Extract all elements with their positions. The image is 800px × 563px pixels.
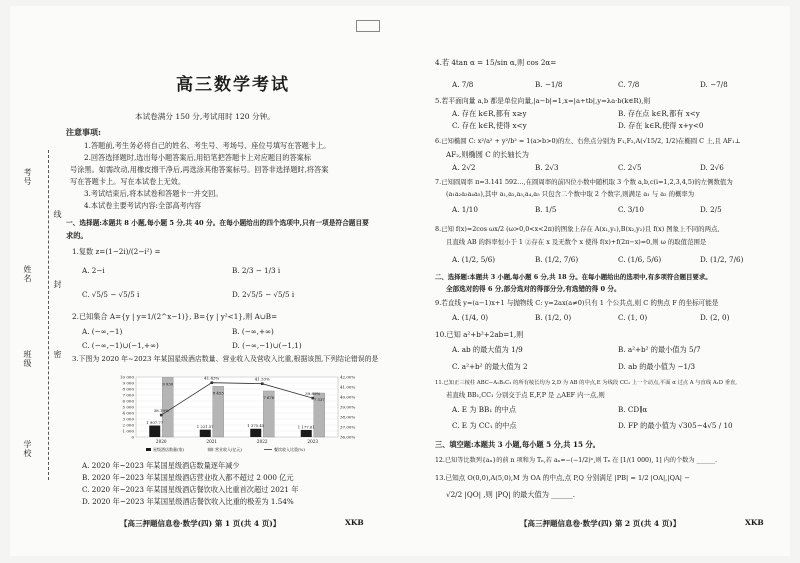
q5-option-c: C. 存在 k∈R,使得 x<y xyxy=(452,121,527,130)
question-2: 2.已知集合 A={y | y=1/(2^x−1)}, B={y | y²<1},则 A∪B= xyxy=(72,312,278,321)
line-data-label: 41.43% xyxy=(204,375,220,381)
bar-label-revenue: 9 930 xyxy=(162,381,174,387)
y-left-tick-label: 4 000 xyxy=(122,410,134,416)
legend-swatch-hotel-count xyxy=(146,448,151,451)
binding-label-exam-number: 考号 xyxy=(23,168,32,186)
q10-option-d: D. ab 的最小值为 −1/3 xyxy=(618,362,696,371)
q4-option-a: A. 7/8 xyxy=(452,80,474,89)
bar-label-hotel-count: 1 177.61 xyxy=(297,424,315,430)
q11-option-a: A. E 为 BB₁ 的中点 xyxy=(452,405,517,414)
y-left-tick-label: 9 000 xyxy=(122,380,134,386)
q8-option-a: A. (1/2, 5/6) xyxy=(452,255,496,264)
notice-line-6: 4.本试卷主要考试内容:全部高考内容 xyxy=(84,201,202,210)
q10-option-b: B. a²+b² 的最小值为 5/7 xyxy=(618,345,701,354)
q5-option-a: A. 存在 k∈R,都有 x≥y xyxy=(452,109,527,118)
q8-option-d: D. (1/2, 7/6) xyxy=(700,255,744,264)
hotel-chart xyxy=(112,371,372,457)
section-2-heading-cont: 全部选对的得 6 分,部分选对的得部分分,有选错的得 0 分。 xyxy=(446,285,621,293)
line-data-label: 41.33% xyxy=(254,376,270,382)
binding-dashed-line xyxy=(48,150,49,480)
stamp-mark xyxy=(356,20,380,32)
x-tick-label: 2021 xyxy=(206,439,218,444)
y-right-tick-label: 38.00% xyxy=(340,414,356,420)
x-tick-label: 2022 xyxy=(256,439,268,444)
q5-option-b: B. 存在点 k∈R,都有 x<y xyxy=(618,109,700,118)
q7-option-c: C. 3/10 xyxy=(618,205,644,214)
exam-intro: 本试卷满分 150 分,考试用时 120 分钟。 xyxy=(135,112,275,121)
bar-hotel-count xyxy=(149,426,160,437)
q7-option-b: B. 1/5 xyxy=(535,205,557,214)
question-7: 7.已知圆周率 π=3.141 592…,在圆周率的前四位小数中随机取 3 个数 a,b,c(i=1,2,3,4,5)的左侧数值为 xyxy=(435,178,733,186)
question-11: 11.已知正三棱柱 ABC−A₁B₁C₁ 的所有棱长均为 2,D 为 AB 的中点,E 为线段 CC₁ 上一个动点,平面 α 过点 A 与直线 A₁D 垂直, xyxy=(435,380,737,386)
footer-right: 【高三押题信息卷·数学(四) 第 2 页(共 4 页)】 xyxy=(520,519,681,528)
question-6-cont: AF₂,则椭圆 C 的长轴长为 xyxy=(446,150,529,159)
line-data-label: 39.89% xyxy=(305,391,321,397)
q10-option-a: A. ab 的最大值为 1/9 xyxy=(452,345,523,354)
q9-option-d: D. (2, 0) xyxy=(700,313,730,322)
q7-option-d: D. 2/5 xyxy=(700,205,722,214)
y-right-tick-label: 41.00% xyxy=(340,384,356,390)
section-1-heading-cont: 求的。 xyxy=(66,231,88,240)
q3-option-c: C. 2020 年~2023 年某国星级酒店餐饮收入比重首次超过 2021 年 xyxy=(82,485,299,494)
notice-line-4: 写在答题卡上。写在本试卷上无效。 xyxy=(70,177,186,186)
section-3-heading: 三、填空题:本题共 3 小题,每小题 5 分,共 15 分。 xyxy=(435,440,600,449)
q8-option-c: C. (1/6, 5/6) xyxy=(618,255,662,264)
y-left-tick-label: 7 000 xyxy=(122,392,134,398)
q1-option-b: B. 2/3 − 1/3 i xyxy=(232,266,281,275)
binding-strip xyxy=(14,150,62,480)
y-left-tick-label: 2 000 xyxy=(122,422,134,428)
page-title: 高三数学考试 xyxy=(176,75,290,95)
q11-option-d: D. FP 的最小值为 √305−4√5 / 10 xyxy=(618,421,733,430)
question-13-cont: √2/2 |QO| ,则 |PQ| 的最大值为 ______. xyxy=(446,490,576,499)
question-8: 8.已知 f(x)=2cos ωx/2 (ω>0,0<x<2π)的图象上存在 A(x₁,y₁),B(x₂,y₂)且 f(x) 图象上不同的两点, xyxy=(435,225,720,233)
bar-label-revenue: 7 676 xyxy=(263,394,275,400)
y-left-tick-label: 5 000 xyxy=(122,404,134,410)
q9-option-c: C. (1, 0) xyxy=(618,313,648,322)
question-12: 12.已知等比数列{aₙ}的前 n 项和为 Tₙ,若 aₙ=−(−1/2)ⁿ,则 Tₙ 在 [1/(1 000), 1] 内的个数为 ______. xyxy=(435,457,718,464)
q6-option-c: C. 2√5 xyxy=(618,163,642,172)
q6-option-a: A. 2√2 xyxy=(452,163,476,172)
binding-word-line: 线 xyxy=(53,210,62,218)
bar-label-revenue: 8 453 xyxy=(212,390,224,396)
line-point xyxy=(160,414,163,417)
y-left-tick-label: 8 000 xyxy=(122,386,134,392)
q1-option-c: C. √5/5 − √5/5 i xyxy=(82,290,140,299)
q2-option-c: C. (−∞,−1)∪(−1,+∞) xyxy=(82,341,159,350)
bar-label-hotel-count: 1 221.57 xyxy=(196,424,214,430)
binding-label-school: 学校 xyxy=(23,440,32,458)
bar-hotel-count xyxy=(250,429,261,437)
y-right-tick-label: 40.00% xyxy=(340,394,356,400)
q9-option-b: B. (1/2, 0) xyxy=(535,313,572,322)
y-left-tick-label: 0 xyxy=(131,434,134,440)
binding-word-secret: 密 xyxy=(53,350,62,358)
footer-right-code: XKB xyxy=(745,518,764,527)
q9-option-a: A. (1/4, 0) xyxy=(452,313,489,322)
q2-option-b: B. (−∞,+∞) xyxy=(232,327,274,336)
q5-option-d: D. 存在 k∈R,使得 x+y<0 xyxy=(618,121,704,130)
q3-option-a: A. 2020 年~2023 年某国星级酒店数量逐年减少 xyxy=(82,461,240,470)
q2-option-d: D. (−∞,−1)∪(−1,1) xyxy=(232,341,302,350)
q1-option-d: D. 2√5/5 − √5/5 i xyxy=(232,290,295,299)
question-6: 6.已知椭圆 C: x²/a² + y²/b² = 1(a>b>0)的左、右焦点分别为 F₁,F₂,A(√15/2, 1/2)在椭圆 C 上,且 AF₁⊥ xyxy=(435,137,741,145)
question-4: 4.若 4tan α = 15/sin α,则 cos 2α= xyxy=(435,58,557,67)
question-3: 3.下图为 2020 年~2023 年某国星级酒店数量、营业收入及营收入比重,根据该图,下列结论错误的是 xyxy=(72,355,379,363)
y-left-tick-label: 3 000 xyxy=(122,416,134,422)
bar-hotel-count xyxy=(301,430,312,437)
legend-swatch-revenue xyxy=(208,448,213,451)
line-data-label: 38.19% xyxy=(153,408,169,414)
q4-option-d: D. −7/8 xyxy=(700,80,728,89)
question-8-cont: 且直线 AB 的斜率恒小于 1 ②存在 x 及无数个 x 使得 f(x)+f(2π−x)=0,则 ω 的取值范围是 xyxy=(446,238,707,246)
legend-label-revenue: 营业收入(亿元) xyxy=(215,447,243,452)
question-10: 10.已知 a²+b²+2ab=1,则 xyxy=(435,330,524,339)
binding-label-class: 班级 xyxy=(23,350,32,368)
q7-option-a: A. 1/10 xyxy=(452,205,478,214)
x-tick-label: 2020 xyxy=(155,439,167,444)
q10-option-c: C. a²+b² 的最大值为 2 xyxy=(452,362,528,371)
q3-option-b: B. 2020 年~2023 年某国星级酒店营业收入都不超过 2 000 亿元 xyxy=(82,473,294,482)
binding-word-seal: 封 xyxy=(53,280,62,288)
x-tick-label: 2023 xyxy=(307,439,319,444)
q4-option-c: C. 7/8 xyxy=(618,80,640,89)
q6-option-b: B. 2√3 xyxy=(535,163,559,172)
bar-hotel-count xyxy=(200,430,211,437)
notice-line-2: 2.回答选择题时,选出每小题答案后,用铅笔把答题卡上对应题目的答案标 xyxy=(84,153,312,162)
section-2-heading: 二、选择题:本题共 3 小题,每小题 6 分,共 18 分。在每小题给出的选项中,有多项符合题目要求。 xyxy=(435,273,712,281)
line-point xyxy=(261,382,264,385)
q11-option-c: C. E 为 CC₁ 的中点 xyxy=(452,421,517,430)
question-13: 13.已知点 O(0,0),A(5,0),M 为 OA 的中点,点 P,Q 分别满足 |PB| = 1/2 |OA|,|QA| − xyxy=(435,474,690,482)
y-right-tick-label: 42.00% xyxy=(340,374,356,380)
binding-label-name: 姓名 xyxy=(23,265,32,283)
footer-left-code: XKB xyxy=(345,518,364,527)
notice-line-3: 号涂黑。如需改动,用橡皮擦干净后,再选涂其他答案标号。回答非选择题时,将答案 xyxy=(70,165,329,174)
question-9: 9.若直线 y=(a−1)x+1 与抛物线 C: y=2ax(a≠0)只有 1 个公共点,则 C 的焦点 F 的坐标可能是 xyxy=(435,299,719,307)
y-right-tick-label: 37.00% xyxy=(340,424,356,430)
question-11-cont: 若直线 BB₁,CC₁ 分别交于点 E,F,P 是 △AEF 内一点,则 xyxy=(446,391,605,399)
y-right-tick-label: 36.00% xyxy=(340,434,356,440)
y-left-tick-label: 10 000 xyxy=(120,374,134,380)
q1-option-a: A. 2−i xyxy=(82,266,105,275)
q4-option-b: B. −1/8 xyxy=(535,80,563,89)
bar-label-revenue: 7 337 xyxy=(313,396,325,402)
footer-left: 【高三押题信息卷·数学(四) 第 1 页(共 4 页)】 xyxy=(120,519,281,528)
legend-label-hotel-count: 星级酒店数量(家) xyxy=(153,447,185,452)
notice-heading: 注意事项: xyxy=(66,127,101,137)
y-left-tick-label: 1 000 xyxy=(122,428,134,434)
bar-label-hotel-count: 1 907.77 xyxy=(146,420,164,426)
notice-line-1: 1.答题前,考生务必将自己的姓名、考生号、考场号、座位号填写在答题卡上。 xyxy=(84,141,331,150)
q6-option-d: D. 2√6 xyxy=(700,163,724,172)
q11-option-b: B. CD∥α xyxy=(618,405,648,414)
q2-option-a: A. (−∞,−1) xyxy=(82,327,123,336)
line-point xyxy=(311,397,314,400)
y-right-tick-label: 39.00% xyxy=(340,404,356,410)
legend-label-line: 餐饮收入比重(%) xyxy=(274,447,305,452)
question-1: 1.复数 z=(1−2i)/(2−i²) = xyxy=(72,247,161,256)
q3-option-d: D. 2020 年~2023 年某国星级酒店餐饮收入比重的极差为 1.54% xyxy=(82,497,294,506)
notice-line-5: 3.考试结束后,将本试卷和答题卡一并交回。 xyxy=(84,189,223,198)
question-5: 5.若平面向量 a,b 都是单位向量,|a−b|=1,x=|a+tb|,y=λa·b(k∈R),则 xyxy=(435,97,651,105)
q8-option-b: B. (1/2, 7/6) xyxy=(535,255,579,264)
section-1-heading: 一、选择题:本题共 8 小题,每小题 5 分,共 40 分。在每小题给出的四个选项中,只有一项是符合题目要 xyxy=(66,219,369,227)
bar-label-hotel-count: 1 375.45 xyxy=(247,423,265,429)
y-left-tick-label: 6 000 xyxy=(122,398,134,404)
line-point xyxy=(210,381,213,384)
question-7-cont: (a₁a₂a₃a₄a₅),其中 a₁,a₂,a₃,a₄,a₅ 只包含二个数中取 2 个数字,则满足 a₁ 与 a₂ 的概率为 xyxy=(446,190,695,198)
